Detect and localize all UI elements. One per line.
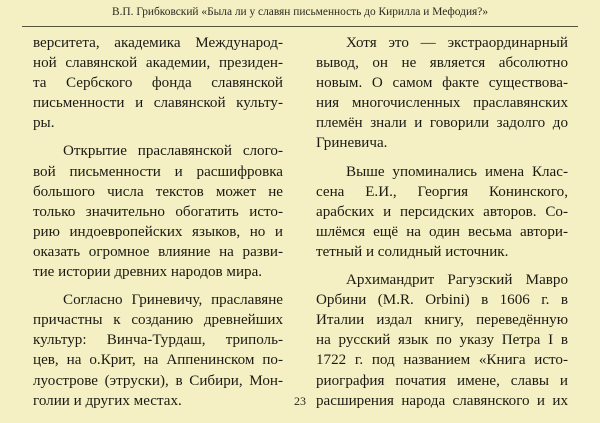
text-line: Архимандрит Рагузский Мавро bbox=[346, 272, 568, 289]
text-line: оказать огромное влияние на разви- bbox=[33, 243, 283, 260]
text-line: культур: Винча-Турдаш, триполь- bbox=[33, 332, 283, 349]
text-line: рию индоевропейских языков, но и bbox=[33, 223, 283, 240]
text-line: большого числа текстов может не bbox=[33, 183, 283, 200]
text-line: племён знали и говорили задолго до bbox=[316, 115, 568, 132]
text-line: Орбини (M.R. Orbini) в 1606 г. в bbox=[316, 292, 568, 309]
running-header: В.П. Грибковский «Была ли у славян письменность до Кирилла и Мефодия?» bbox=[111, 6, 489, 18]
text-line: 1722 г. под названием «Книга исто- bbox=[316, 352, 568, 369]
text-line: сена Е.И., Георгия Конинского, bbox=[316, 183, 568, 200]
header-divider bbox=[22, 26, 578, 27]
left-text-column bbox=[33, 33, 283, 411]
paragraph-gap bbox=[33, 282, 283, 290]
text-line: голии и других местах. bbox=[33, 392, 182, 409]
text-line: луострове (этруски), в Сибири, Мон- bbox=[33, 372, 283, 389]
page-number: 23 bbox=[294, 394, 306, 408]
text-line: цев, на о.Крит, на Аппенинском по- bbox=[33, 352, 283, 369]
text-line: ния многочисленных праславянских bbox=[316, 95, 568, 112]
text-line: Выше упоминались имена Клас- bbox=[346, 163, 568, 180]
text-line: тетный и солидный источник. bbox=[316, 243, 509, 260]
text-line: верситета, академика Международ- bbox=[33, 35, 283, 51]
paragraph-gap bbox=[33, 133, 283, 141]
text-line: вой письменности и расшифровка bbox=[33, 163, 283, 180]
text-line: только значительно обогатить исто- bbox=[33, 203, 283, 220]
text-line: на русский язык по указу Петра I в bbox=[316, 332, 568, 349]
text-line: письменности и славянской культу- bbox=[33, 95, 283, 112]
text-line: шлёмся ещё на один весьма автори- bbox=[316, 223, 568, 240]
text-line: Гриневича. bbox=[316, 135, 388, 152]
text-line: ной славянской академии, президен- bbox=[33, 55, 283, 72]
text-line: ры. bbox=[33, 115, 55, 132]
text-line: тие истории древних народов мира. bbox=[33, 264, 263, 281]
text-line: Согласно Гриневичу, праславяне bbox=[63, 292, 283, 309]
text-line: арабских и персидских авторов. Со- bbox=[316, 203, 568, 220]
text-line: причастны к созданию древнейших bbox=[33, 312, 283, 329]
paragraph-gap bbox=[316, 262, 568, 270]
paragraph-gap bbox=[316, 154, 568, 162]
text-line: новым. О самом факте существова- bbox=[316, 75, 568, 92]
text-line: вывод, он не является абсолютно bbox=[316, 55, 568, 72]
text-line: Хотя это — экстраординарный bbox=[346, 35, 568, 51]
text-line: Италии издал книгу, переведённую bbox=[316, 312, 568, 329]
text-line: риография початия имене, славы и bbox=[316, 372, 568, 389]
right-text-column bbox=[316, 33, 568, 411]
text-line: та Сербского фонда славянской bbox=[33, 75, 283, 92]
text-line: Открытие праславянской слого- bbox=[63, 143, 283, 160]
text-line: расширения народа славянского и их bbox=[316, 392, 568, 409]
